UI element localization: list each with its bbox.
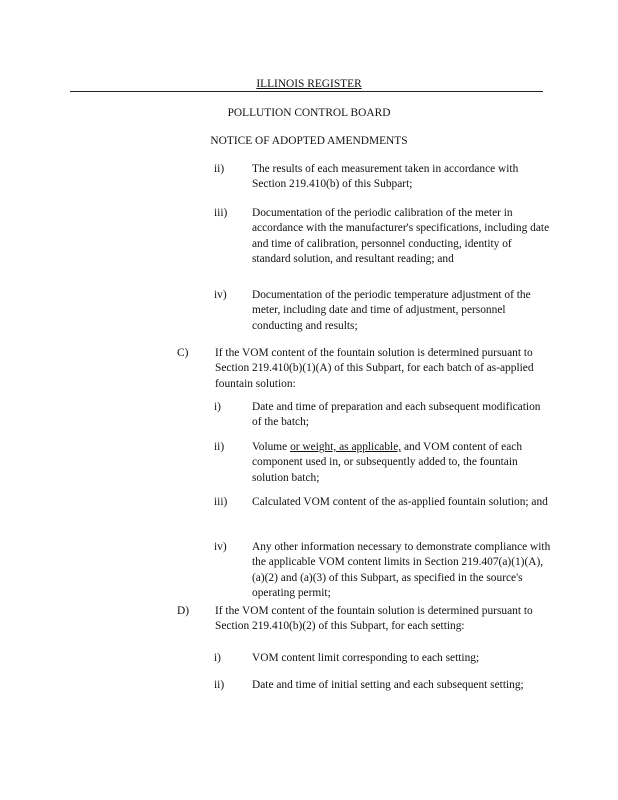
text-after: and VOM content of each component used in, or subsequently added to, the fountain solution batch;: [252, 441, 523, 484]
item-text: If the VOM content of the fountain solution is determined pursuant to Section 219.410(b)(1)(A) of this Subpart, for each batch of as-applied fountain solution:: [215, 347, 534, 390]
item-text: [252, 440, 552, 486]
item-label: i): [214, 401, 221, 413]
item-text: VOM content limit corresponding to each setting;: [252, 652, 480, 664]
item-label: iii): [214, 496, 228, 508]
item-text: Any other information necessary to demonstrate compliance with the applicable VOM content limits in Section 219.407(a)(1)(A), (a)(2) and (a)(3) of this Subpart, as specified in the source's operating permit;: [252, 541, 551, 599]
item-text: Documentation of the periodic temperature adjustment of the meter, including date and time of adjustment, personnel conducting and results;: [252, 289, 531, 332]
item-label: D): [177, 605, 190, 617]
item-text: Date and time of preparation and each subsequent modification of the batch;: [252, 401, 541, 429]
header-rule: [70, 91, 543, 92]
item-label: iii): [214, 207, 228, 219]
text-before: Volume: [252, 441, 291, 453]
item-text: Documentation of the periodic calibration of the meter in accordance with the manufacturer's specifications, including date and time of calibration, personnel conducting, identity of standard solution, and resultant reading; and: [252, 207, 550, 265]
item-label: iv): [214, 289, 227, 301]
register-title: ILLINOIS REGISTER: [256, 78, 362, 90]
item-label: iv): [214, 541, 227, 553]
item-label: ii): [214, 163, 225, 175]
item-label: i): [214, 652, 221, 664]
amended-text: or weight, as applicable,: [290, 441, 402, 453]
board-title: POLLUTION CONTROL BOARD: [227, 107, 391, 119]
item-text: Date and time of initial setting and each subsequent setting;: [252, 679, 524, 691]
item-label: ii): [214, 441, 225, 453]
item-label: C): [177, 347, 189, 359]
item-text: The results of each measurement taken in accordance with Section 219.410(b) of this Subpart;: [252, 163, 519, 191]
item-text: If the VOM content of the fountain solution is determined pursuant to Section 219.410(b)(2) of this Subpart, for each setting:: [215, 605, 533, 633]
item-text: Calculated VOM content of the as-applied fountain solution; and: [252, 496, 548, 508]
item-label: ii): [214, 679, 225, 691]
notice-title: NOTICE OF ADOPTED AMENDMENTS: [210, 135, 408, 147]
